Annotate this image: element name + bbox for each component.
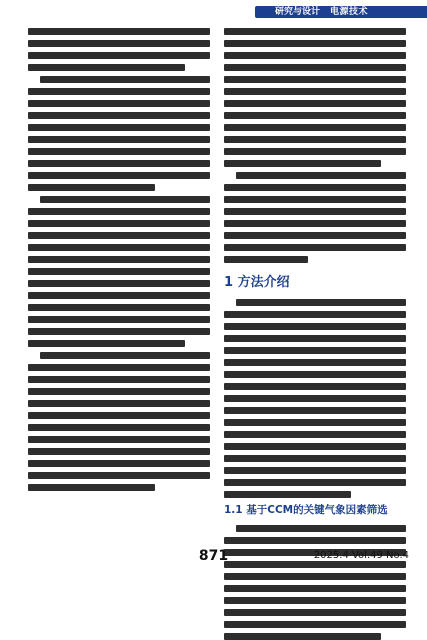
paragraph-block xyxy=(224,28,406,263)
paragraph-block xyxy=(28,28,210,491)
page-header xyxy=(0,0,427,20)
article-page xyxy=(0,20,427,540)
paragraph-block xyxy=(224,299,406,498)
header-left-text: 研究与设计 xyxy=(275,7,321,17)
section-heading-method: 1 方法介绍 xyxy=(224,275,290,290)
page-number: 871 xyxy=(198,548,229,564)
subsection-heading-ccm: 1.1 基于CCM的关键气象因素筛选 xyxy=(224,504,388,516)
journal-title: 电源技术 xyxy=(330,7,369,17)
page-footer xyxy=(0,540,427,575)
issue-info: 2025.4 Vol.49 No.4 xyxy=(313,550,409,561)
left-column xyxy=(28,28,210,533)
right-column xyxy=(224,28,406,533)
